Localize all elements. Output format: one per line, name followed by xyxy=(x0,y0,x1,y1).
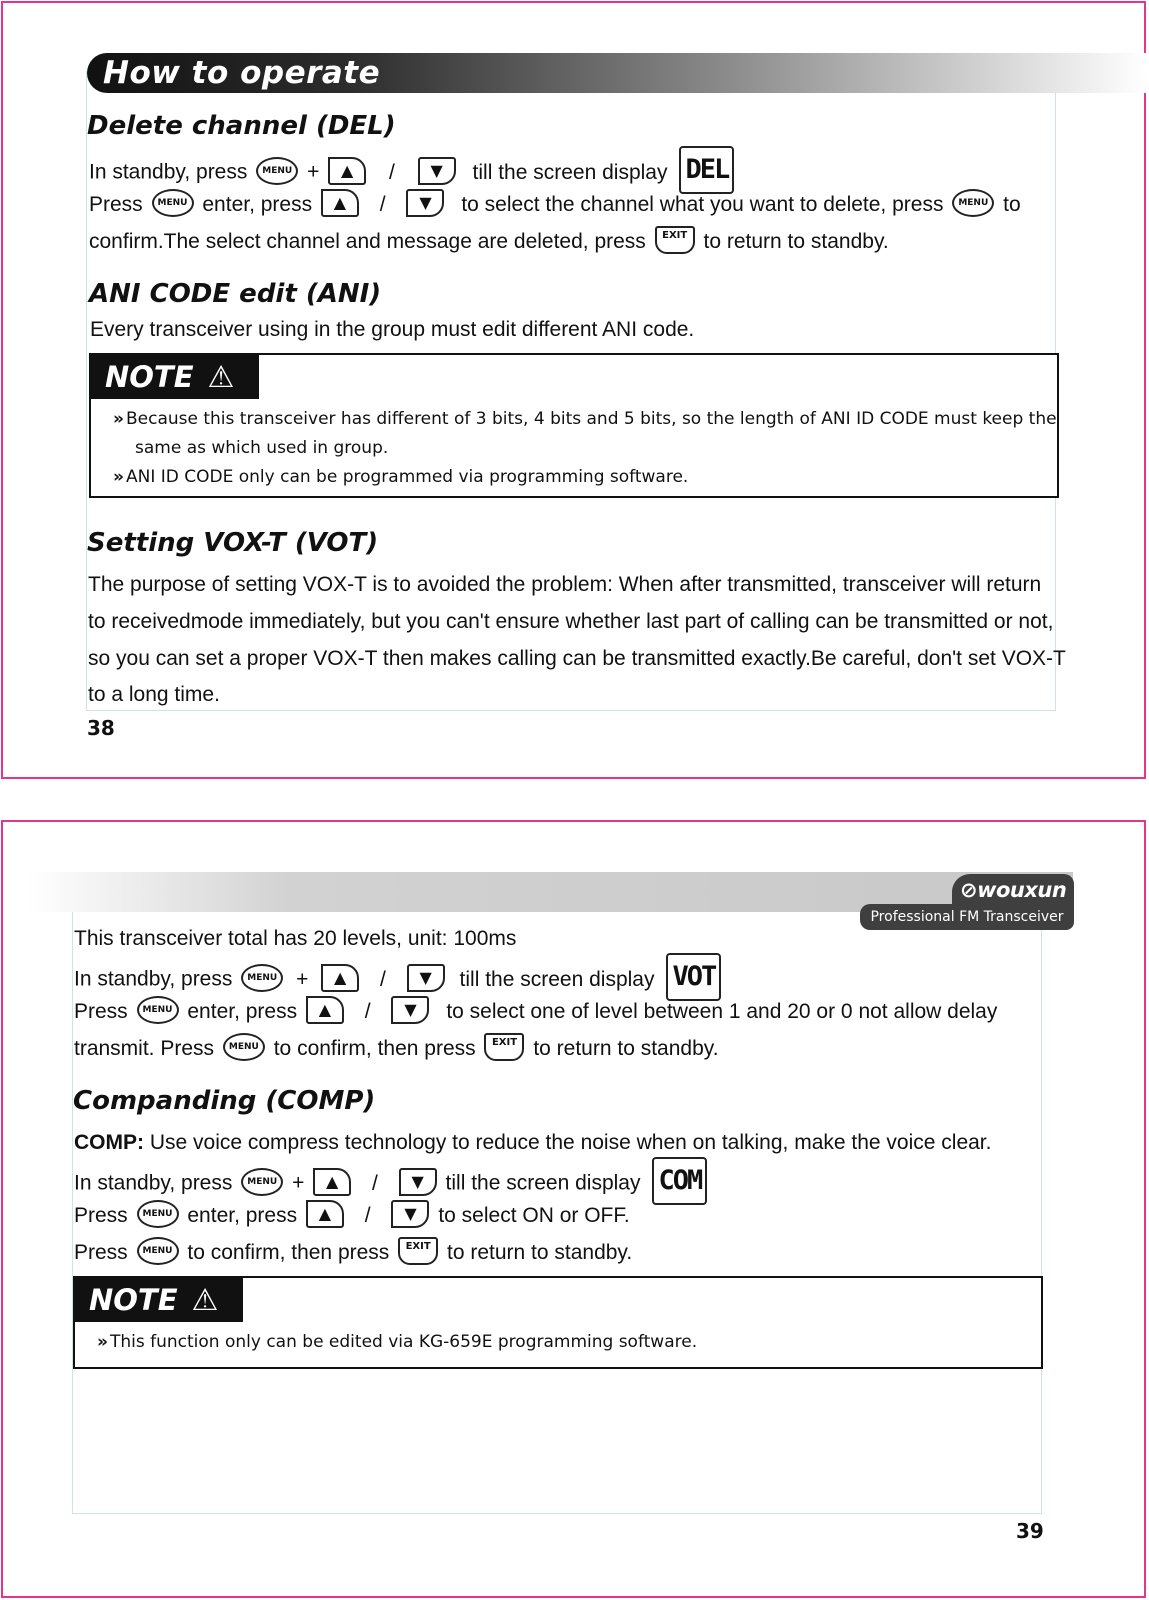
vot-line-1: This transceiver total has 20 levels, unit: 100ms xyxy=(74,927,517,950)
vot-paragraph-line-3: so you can set a proper VOX-T then makes calling can be transmitted exactly.Be careful, don't set VOX-T xyxy=(88,647,1066,670)
down-button-icon: ▼ xyxy=(391,1200,429,1228)
menu-button-icon: MENU xyxy=(137,1237,179,1265)
exit-button-icon: EXIT xyxy=(484,1033,524,1061)
up-button-icon: ▲ xyxy=(306,996,344,1024)
vot-paragraph-line-4: to a long time. xyxy=(88,683,220,706)
down-button-icon: ▼ xyxy=(399,1168,437,1196)
ani-note-box xyxy=(89,353,1059,498)
brand-logo xyxy=(860,874,1074,930)
up-button-icon: ▲ xyxy=(306,1200,344,1228)
comp-heading: Companding (COMP) xyxy=(73,1086,376,1116)
section-header-bar xyxy=(87,53,1147,93)
comp-note-box xyxy=(73,1276,1043,1369)
up-button-icon: ▲ xyxy=(328,157,366,185)
page-number: 39 xyxy=(1016,1519,1044,1543)
up-button-icon: ▲ xyxy=(321,964,359,992)
up-button-icon: ▲ xyxy=(321,189,359,217)
manual-page-39 xyxy=(1,820,1146,1598)
vot-line-4: transmit. Press MENU to confirm, then press EXIT to return to standby. xyxy=(74,1030,719,1067)
lcd-display-icon: COM xyxy=(652,1157,707,1205)
bullet-icon: » xyxy=(113,409,120,429)
down-button-icon: ▼ xyxy=(407,964,445,992)
vot-heading: Setting VOX-T (VOT) xyxy=(87,528,379,558)
del-line-1: In standby, press MENU + ▲ / ▼ till the screen display DEL xyxy=(89,149,734,197)
header-title: How to operate xyxy=(103,55,381,91)
page-number: 38 xyxy=(87,716,115,740)
down-button-icon: ▼ xyxy=(418,157,456,185)
bullet-icon: » xyxy=(97,1332,104,1352)
down-button-icon: ▼ xyxy=(406,189,444,217)
menu-button-icon: MENU xyxy=(137,996,179,1024)
vot-line-3: Press MENU enter, press ▲ / ▼ to select one of level between 1 and 20 or 0 not allow delay xyxy=(74,993,997,1030)
note-item-1: » Because this transceiver has different of 3 bits, 4 bits and 5 bits, so the length of ANI ID CODE must keep the xyxy=(113,409,1057,429)
vot-paragraph-line-1: The purpose of setting VOX-T is to avoided the problem: When after transmitted, transceiver will return xyxy=(88,573,1042,596)
note-item-2: » ANI ID CODE only can be programmed via programming software. xyxy=(113,467,689,487)
menu-button-icon: MENU xyxy=(256,157,298,185)
comp-line-2: In standby, press MENU + ▲ / ▼ till the screen display COM xyxy=(74,1160,707,1208)
comp-line-3: Press MENU enter, press ▲ / ▼ to select ON or OFF. xyxy=(74,1197,630,1234)
menu-button-icon: MENU xyxy=(137,1200,179,1228)
warning-icon: ⚠ xyxy=(207,360,235,395)
brand-name: ⊘wouxun xyxy=(952,874,1074,906)
del-heading: Delete channel (DEL) xyxy=(87,111,396,141)
brand-subtitle: Professional FM Transceiver xyxy=(860,904,1074,930)
note-label: NOTE ⚠ xyxy=(75,1278,243,1322)
manual-page-38 xyxy=(1,1,1146,779)
vot-paragraph-line-2: to receivedmode immediately, but you can't ensure whether last part of calling can be transmitted or not, xyxy=(88,610,1054,633)
exit-button-icon: EXIT xyxy=(655,226,695,254)
warning-icon: ⚠ xyxy=(191,1283,219,1318)
exit-button-icon: EXIT xyxy=(398,1237,438,1265)
down-button-icon: ▼ xyxy=(391,996,429,1024)
note-label: NOTE ⚠ xyxy=(91,355,259,399)
up-button-icon: ▲ xyxy=(313,1168,351,1196)
menu-button-icon: MENU xyxy=(241,1168,283,1196)
menu-button-icon: MENU xyxy=(152,189,194,217)
comp-line-4: Press MENU to confirm, then press EXIT to return to standby. xyxy=(74,1234,632,1271)
bullet-icon: » xyxy=(113,467,120,487)
del-line-2: Press MENU enter, press ▲ / ▼ to select the channel what you want to delete, press MENU to xyxy=(89,186,1021,223)
ani-line: Every transceiver using in the group must edit different ANI code. xyxy=(90,318,695,341)
lcd-display-icon: VOT xyxy=(666,953,721,1001)
menu-button-icon: MENU xyxy=(223,1033,265,1061)
lcd-display-icon: DEL xyxy=(679,146,734,194)
ani-heading: ANI CODE edit (ANI) xyxy=(89,279,382,309)
del-line-3: confirm.The select channel and message are deleted, press EXIT to return to standby. xyxy=(89,223,889,260)
vot-line-2: In standby, press MENU + ▲ / ▼ till the screen display VOT xyxy=(74,956,721,1004)
menu-button-icon: MENU xyxy=(952,189,994,217)
note-item-1: » This function only can be edited via KG-659E programming software. xyxy=(97,1332,698,1352)
menu-button-icon: MENU xyxy=(241,964,283,992)
comp-line-1: COMP: Use voice compress technology to reduce the noise when on talking, make the voice clear. xyxy=(74,1131,992,1154)
note-item-1-cont: same as which used in group. xyxy=(135,438,389,458)
